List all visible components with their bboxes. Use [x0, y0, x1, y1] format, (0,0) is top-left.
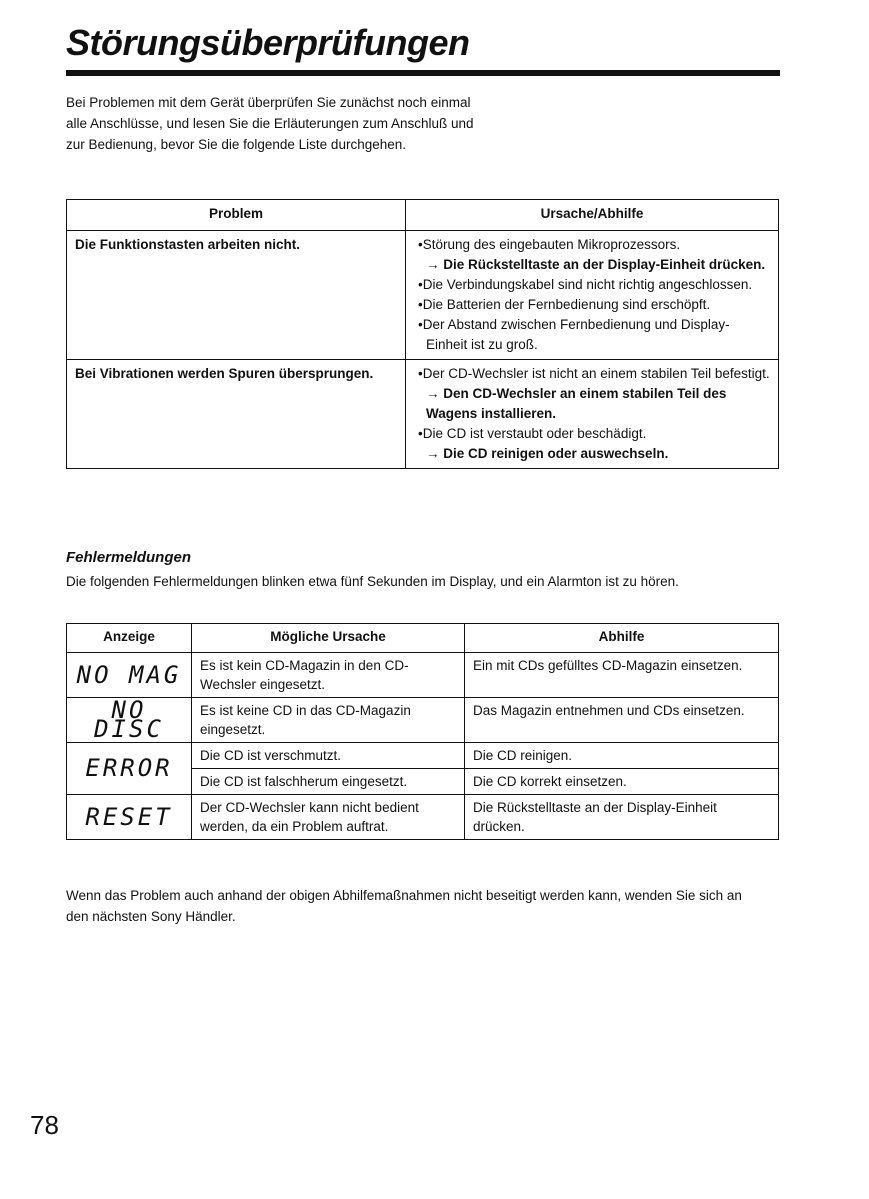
remedy-item: → Den CD-Wechsler an einem stabilen Teil des Wagens installieren. [426, 386, 727, 421]
remedy-cell: Das Magazin entnehmen und CDs einsetzen. [465, 698, 779, 743]
table-row [67, 795, 779, 840]
errors-heading: Fehlermeldungen [66, 549, 192, 566]
remedy-item: → Die CD reinigen oder auswechseln. [426, 446, 669, 461]
error-table-header [67, 624, 779, 653]
header-possible-cause: Mögliche Ursache [192, 624, 465, 653]
cause-cell: Die CD ist verschmutzt. [192, 743, 465, 769]
problem-table [66, 199, 779, 469]
cause-cell [406, 231, 779, 360]
table-row [67, 698, 779, 743]
table-row [67, 743, 779, 769]
page-number: 78 [30, 1110, 59, 1140]
cause-cell: Es ist kein CD-Magazin in den CD-Wechsler eingesetzt. [192, 653, 465, 698]
cause-item: •Die Batterien der Fernbedienung sind erschöpft. [418, 297, 711, 312]
problem-cell: Die Funktionstasten arbeiten nicht. [67, 231, 406, 360]
header-display: Anzeige [67, 624, 192, 653]
header-remedy: Abhilfe [465, 624, 779, 653]
cause-item: •Die Verbindungskabel sind nicht richtig angeschlossen. [418, 277, 753, 292]
cause-cell: Die CD ist falschherum eingesetzt. [192, 769, 465, 795]
display-message: NO MAG [67, 653, 192, 698]
error-table [66, 623, 779, 840]
cause-item: •Der Abstand zwischen Fernbedienung und Display-Einheit ist zu groß. [418, 317, 730, 352]
cause-item: •Die CD ist verstaubt oder beschädigt. [418, 426, 647, 441]
remedy-cell: Die CD reinigen. [465, 743, 779, 769]
footer-note: Wenn das Problem auch anhand der obigen Abhilfemaßnahmen nicht beseitigt werden kann, wenden Sie sich an den nächsten Sony Händler. [66, 888, 742, 924]
cause-cell [406, 360, 779, 469]
remedy-item: → Die Rückstelltaste an der Display-Einheit drücken. [426, 257, 766, 272]
display-message: NO DISC [67, 698, 192, 743]
table-row [67, 360, 779, 469]
header-cause: Ursache/Abhilfe [406, 200, 779, 231]
cause-cell: Es ist keine CD in das CD-Magazin eingesetzt. [192, 698, 465, 743]
intro-paragraph: Bei Problemen mit dem Gerät überprüfen Sie zunächst noch einmal alle Anschlüsse, und lesen Sie die Erläuterungen zum Anschluß und zur Bedienung, bevor Sie die folgende Liste durchgehen. [66, 95, 474, 152]
remedy-cell: Die CD korrekt einsetzen. [465, 769, 779, 795]
errors-intro: Die folgenden Fehlermeldungen blinken etwa fünf Sekunden im Display, und ein Alarmton ist zu hören. [66, 574, 679, 589]
display-message: ERROR [67, 743, 192, 795]
display-message: RESET [67, 795, 192, 840]
cause-item: •Störung des eingebauten Mikroprozessors. [418, 237, 681, 252]
table-row [67, 653, 779, 698]
title-rule [66, 70, 780, 76]
page-title: Störungsüberprüfungen [66, 22, 470, 63]
problem-cell: Bei Vibrationen werden Spuren übersprungen. [67, 360, 406, 469]
remedy-cell: Die Rückstelltaste an der Display-Einheit drücken. [465, 795, 779, 840]
cause-cell: Der CD-Wechsler kann nicht bedient werden, da ein Problem auftrat. [192, 795, 465, 840]
problem-table-header [67, 200, 779, 231]
table-row [67, 231, 779, 360]
header-problem: Problem [67, 200, 406, 231]
remedy-cell: Ein mit CDs gefülltes CD-Magazin einsetzen. [465, 653, 779, 698]
cause-item: •Der CD-Wechsler ist nicht an einem stabilen Teil befestigt. [418, 366, 770, 381]
